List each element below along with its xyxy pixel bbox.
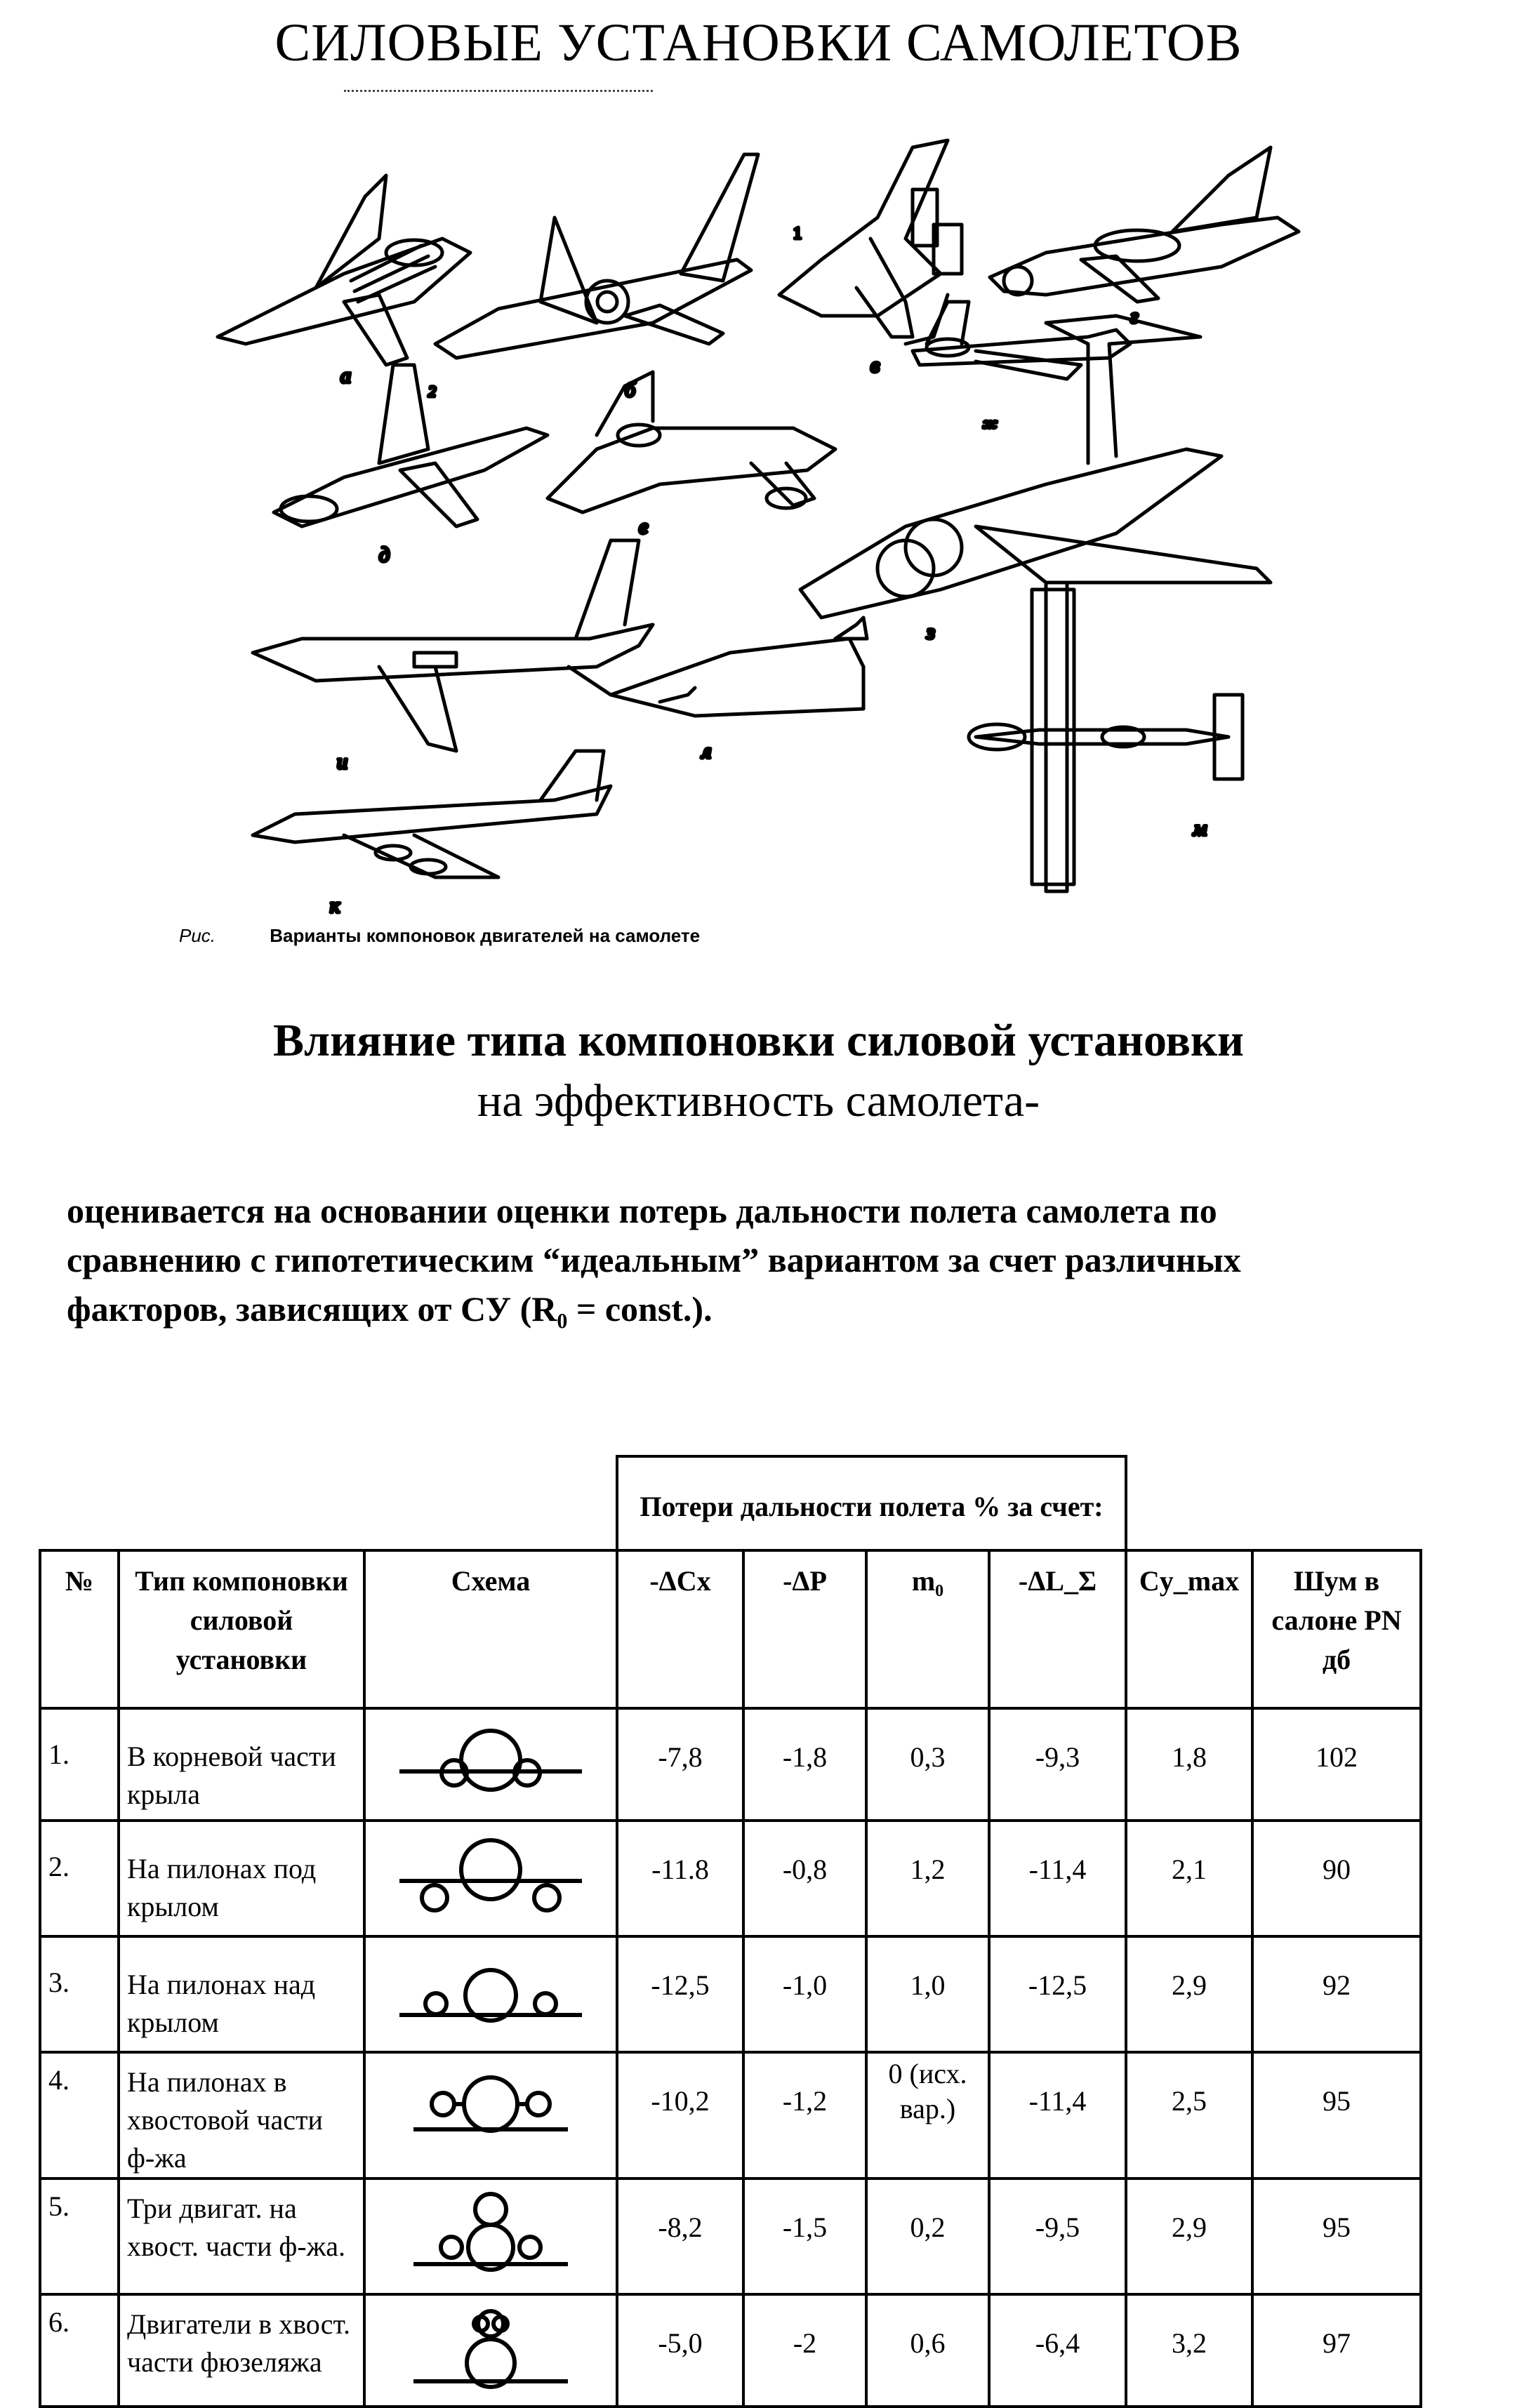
root-wing-engines-icon bbox=[392, 1717, 589, 1808]
schema-cell bbox=[364, 1708, 617, 1821]
aircraft-k-drawing bbox=[253, 751, 611, 877]
dp-value: -1,8 bbox=[743, 1708, 866, 1821]
underwing-pylon-engines-icon bbox=[392, 1829, 589, 1920]
figure-label-d: д bbox=[379, 543, 390, 566]
range-loss-table bbox=[39, 1455, 1422, 2408]
section-heading-line2: на эффективность самолета- bbox=[477, 1075, 1040, 1126]
col-header-m0: m₀ bbox=[866, 1550, 989, 1708]
dl-value: -9,3 bbox=[989, 1708, 1126, 1821]
layout-type: Двигатели в хвост. части фюзеляжа bbox=[119, 2294, 364, 2407]
aircraft-layouts-figure bbox=[204, 133, 1481, 926]
dp-value: -1,2 bbox=[743, 2052, 866, 2178]
aircraft-g-drawing bbox=[990, 147, 1299, 302]
dl-value: -11,4 bbox=[989, 2052, 1126, 2178]
figure-label-l: л bbox=[702, 740, 712, 763]
layout-type: На пилонах в хвостовой части ф-жа bbox=[119, 2052, 364, 2178]
row-number: 1. bbox=[40, 1708, 119, 1821]
dcx-value: -11.8 bbox=[617, 1821, 743, 1936]
col-header-dl: -ΔL_Σ bbox=[989, 1550, 1126, 1708]
dp-value: -1,0 bbox=[743, 1936, 866, 2052]
figure-label-k: к bbox=[330, 894, 340, 917]
aircraft-b-drawing bbox=[435, 154, 758, 358]
figure-label-i: и bbox=[337, 750, 347, 773]
intro-line-2: сравнению с гипотетическим “идеальным” вариантом за счет различных bbox=[67, 1240, 1241, 1279]
figure-caption-text: Варианты компоновок двигателей на самолете bbox=[270, 925, 701, 946]
figure-label-m: м bbox=[1193, 817, 1207, 840]
figure-label-a: а bbox=[340, 364, 351, 387]
col-header-schema: Схема bbox=[364, 1550, 617, 1708]
row-number: 3. bbox=[40, 1936, 119, 2052]
col-header-dp: -ΔP bbox=[743, 1550, 866, 1708]
cymax-value: 1,8 bbox=[1126, 1708, 1252, 1821]
cymax-value: 2,1 bbox=[1126, 1821, 1252, 1936]
dcx-value: -5,0 bbox=[617, 2294, 743, 2407]
cymax-value: 2,9 bbox=[1126, 2178, 1252, 2294]
layout-type: Три двигат. на хвост. части ф-жа. bbox=[119, 2178, 364, 2294]
aircraft-e-drawing bbox=[548, 372, 835, 512]
page-title: СИЛОВЫЕ УСТАНОВКИ САМОЛЕТОВ bbox=[274, 13, 1243, 72]
table-row bbox=[40, 1936, 1421, 2052]
schema-cell bbox=[364, 2294, 617, 2407]
table-header-row bbox=[40, 1550, 1421, 1708]
m0-value: 0 (исх. вар.) bbox=[866, 2052, 989, 2178]
dcx-value: -7,8 bbox=[617, 1708, 743, 1821]
col-header-cymax: Cy_max bbox=[1126, 1550, 1252, 1708]
figure-label-g: г bbox=[1130, 305, 1139, 328]
table-row bbox=[40, 2052, 1421, 2178]
table-row bbox=[40, 2178, 1421, 2294]
col-header-num: № bbox=[40, 1550, 119, 1708]
intro-line-3: факторов, зависящих от СУ (R₀ = const.). bbox=[67, 1289, 713, 1329]
dp-value: -0,8 bbox=[743, 1821, 866, 1936]
aircraft-v-drawing bbox=[779, 140, 962, 344]
noise-value: 90 bbox=[1252, 1821, 1421, 1936]
row-number: 5. bbox=[40, 2178, 119, 2294]
m0-value: 0,3 bbox=[866, 1708, 989, 1821]
dcx-value: -10,2 bbox=[617, 2052, 743, 2178]
col-header-noise: Шум в салоне PN дб bbox=[1252, 1550, 1421, 1708]
layout-type: На пилонах под крылом bbox=[119, 1821, 364, 1936]
figure-caption-prefix: Рис. bbox=[179, 925, 216, 946]
schema-cell bbox=[364, 2052, 617, 2178]
dp-value: -1,5 bbox=[743, 2178, 866, 2294]
row-number: 6. bbox=[40, 2294, 119, 2407]
col-header-type: Тип компоновки силовой установки bbox=[119, 1550, 364, 1708]
figure-label-1: 1 bbox=[793, 225, 802, 243]
row-number: 2. bbox=[40, 1821, 119, 1936]
decorative-divider bbox=[344, 90, 653, 94]
row-number: 4. bbox=[40, 2052, 119, 2178]
figure-label-b: б bbox=[625, 378, 636, 401]
group-header: Потери дальности полета % за счет: bbox=[617, 1456, 1126, 1550]
layout-type: На пилонах над крылом bbox=[119, 1936, 364, 2052]
schema-cell bbox=[364, 1821, 617, 1936]
dl-value: -6,4 bbox=[989, 2294, 1126, 2407]
noise-value: 92 bbox=[1252, 1936, 1421, 2052]
dcx-value: -12,5 bbox=[617, 1936, 743, 2052]
figure-label-zh: ж bbox=[983, 414, 998, 432]
figure-label-v: в bbox=[870, 354, 880, 377]
layout-type: В корневой части крыла bbox=[119, 1708, 364, 1821]
tail-pylon-engines-icon bbox=[392, 2061, 589, 2152]
intro-paragraph bbox=[67, 1186, 1400, 1333]
col-header-dcx: -ΔCx bbox=[617, 1550, 743, 1708]
overwing-pylon-engines-icon bbox=[392, 1945, 589, 2036]
three-tail-engines-icon bbox=[392, 2187, 589, 2285]
rear-fuselage-engines-icon bbox=[392, 2303, 589, 2401]
intro-line-1: оценивается на основании оценки потерь дальности полета самолета по bbox=[67, 1191, 1217, 1230]
dl-value: -11,4 bbox=[989, 1821, 1126, 1936]
table-row bbox=[40, 1821, 1421, 1936]
table-row bbox=[40, 2294, 1421, 2407]
aircraft-d-drawing bbox=[274, 365, 548, 526]
dcx-value: -8,2 bbox=[617, 2178, 743, 2294]
cymax-value: 2,5 bbox=[1126, 2052, 1252, 2178]
m0-value: 0,2 bbox=[866, 2178, 989, 2294]
noise-value: 95 bbox=[1252, 2052, 1421, 2178]
aircraft-m-drawing bbox=[969, 583, 1243, 891]
figure-caption bbox=[179, 925, 700, 947]
dp-value: -2 bbox=[743, 2294, 866, 2407]
section-heading-line1: Влияние типа компоновки силовой установки bbox=[272, 1015, 1245, 1066]
cymax-value: 3,2 bbox=[1126, 2294, 1252, 2407]
figure-label-e: е bbox=[639, 515, 649, 538]
cymax-value: 2,9 bbox=[1126, 1936, 1252, 2052]
aircraft-zh-drawing bbox=[913, 302, 1130, 379]
dl-value: -9,5 bbox=[989, 2178, 1126, 2294]
figure-label-z: з bbox=[927, 620, 935, 644]
dl-value: -12,5 bbox=[989, 1936, 1126, 2052]
noise-value: 102 bbox=[1252, 1708, 1421, 1821]
schema-cell bbox=[364, 2178, 617, 2294]
noise-value: 95 bbox=[1252, 2178, 1421, 2294]
m0-value: 0,6 bbox=[866, 2294, 989, 2407]
table-row bbox=[40, 1708, 1421, 1821]
aircraft-i-drawing bbox=[253, 540, 653, 751]
noise-value: 97 bbox=[1252, 2294, 1421, 2407]
aircraft-a-drawing bbox=[218, 175, 470, 365]
m0-value: 1,2 bbox=[866, 1821, 989, 1936]
m0-value: 1,0 bbox=[866, 1936, 989, 2052]
schema-cell bbox=[364, 1936, 617, 2052]
section-heading bbox=[0, 1011, 1517, 1131]
figure-label-2: 2 bbox=[428, 383, 436, 400]
